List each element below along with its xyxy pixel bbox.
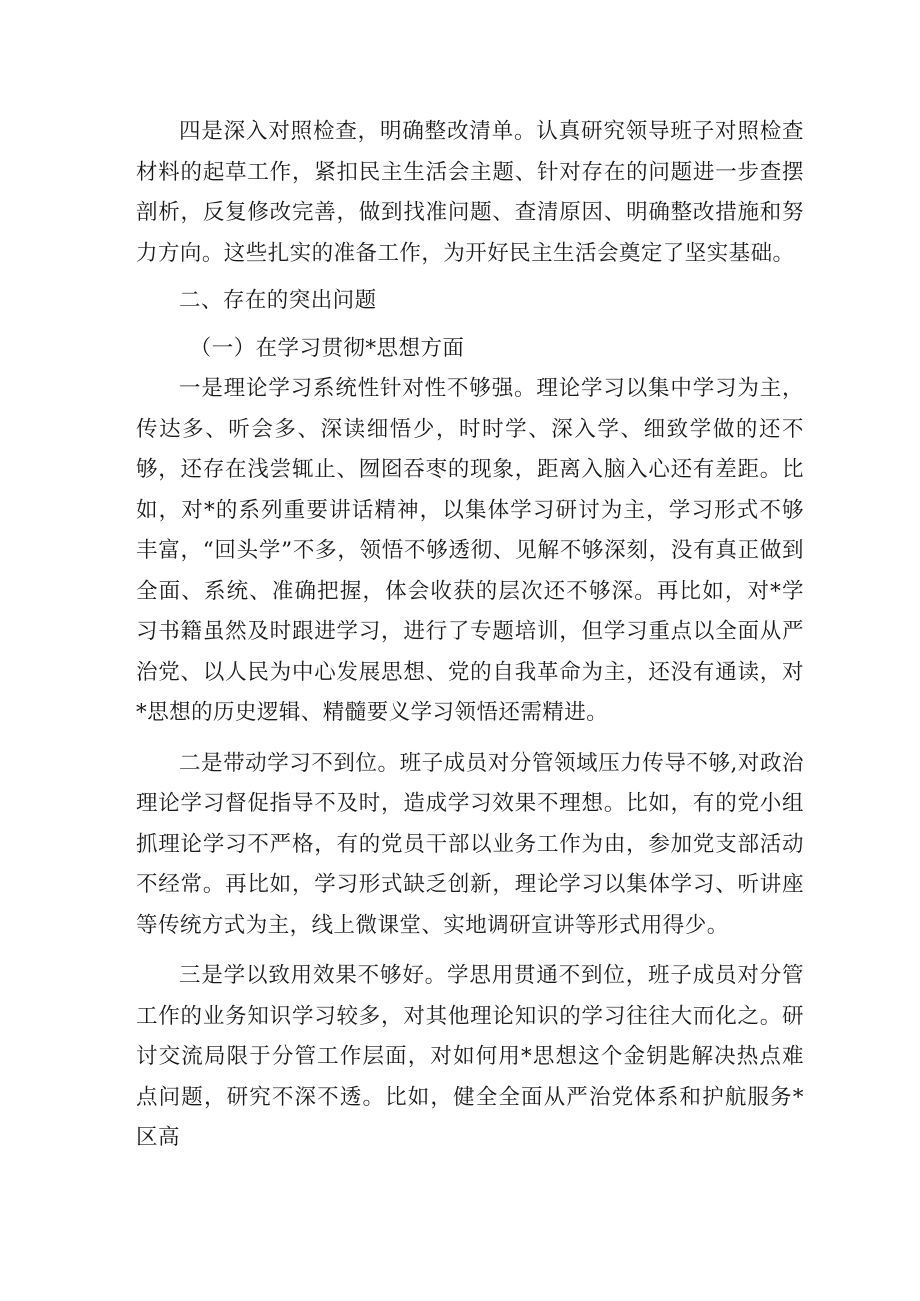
paragraph-check-and-rectify: 四是深入对照检查，明确整改清单。认真研究领导班子对照检查材料的起草工作，紧扣民主生活会主题、针对存在的问题进一步查摆剖析，反复修改完善，做到找准问题、查清原因、明确整改措施和努力方向。这些扎实的准备工作，为开好民主生活会奠定了坚实基础。	[136, 119, 804, 266]
paragraph-item-3: 三是学以致用效果不够好。学思用贯通不到位，班子成员对分管工作的业务知识学习较多，对其他理论知识的学习往往大而化之。研讨交流局限于分管工作层面，对如何用*思想这个金钥匙解决热点难点问题，研究不深不透。比如，健全全面从严治党体系和护航服务*区高	[136, 963, 804, 1150]
paragraph-item-1: 一是理论学习系统性针对性不够强。理论学习以集中学习为主，传达多、听会多、深读细悟少，时时学、深入学、细致学做的还不够，还存在浅尝辄止、囫囵吞枣的现象，距离入脑入心还有差距。比如，对*的系列重要讲话精神，以集体学习研讨为主，学习形式不够丰富，“回头学”不多，领悟不够透彻、见解不够深刻，没有真正做到全面、系统、准确把握，体会收获的层次还不够深。再比如，对*学习书籍虽然及时跟进学习，进行了专题培训，但学习重点以全面从严治党、以人民为中心发展思想、党的自我革命为主，还没有通读，对*思想的历史逻辑、精髓要义学习领悟还需精进。	[136, 376, 804, 725]
sub-heading: （一）在学习贯彻*思想方面	[189, 335, 465, 361]
paragraph-item-2: 二是带动学习不到位。班子成员对分管领域压力传导不够,对政治理论学习督促指导不及时，造成学习效果不理想。比如，有的党小组抓理论学习不严格，有的党员干部以业务工作为由，参加党支部活动不经常。再比如，学习形式缺乏创新，理论学习以集体学习、听讲座等传统方式为主，线上微课堂、实地调研宣讲等形式用得少。	[136, 750, 804, 938]
section-heading: 二、存在的突出问题	[179, 288, 377, 313]
document-body	[136, 112, 804, 1159]
